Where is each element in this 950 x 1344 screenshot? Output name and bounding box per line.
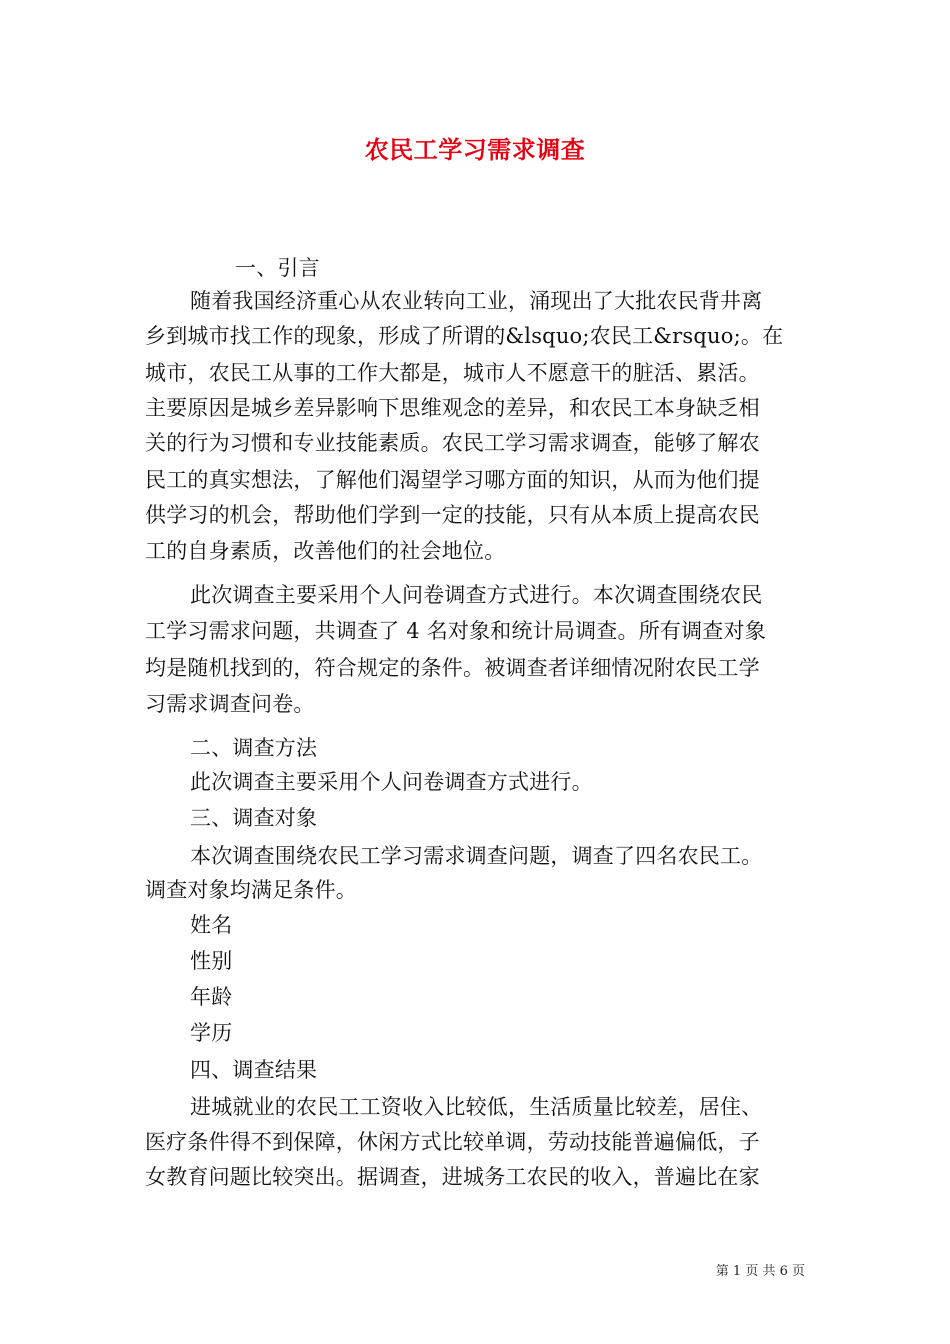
body-line: 此次调查主要采用个人问卷调查方式进行。本次调查围绕农民 bbox=[190, 583, 763, 607]
body-line: 医疗条件得不到保障，休闲方式比较单调，劳动技能普遍偏低，子 bbox=[145, 1130, 760, 1154]
body-line: 工学习需求问题，共调查了 4 名对象和统计局调查。所有调查对象 bbox=[145, 619, 766, 643]
body-line: 均是随机找到的，符合规定的条件。被调查者详细情况附农民工学 bbox=[145, 656, 760, 680]
section-heading-introduction: 一、引言 bbox=[235, 256, 320, 280]
body-line: 主要原因是城乡差异影响下思维观念的差异，和农民工本身缺乏相 bbox=[145, 396, 760, 420]
body-line: 关的行为习惯和专业技能素质。农民工学习需求调查，能够了解农 bbox=[145, 431, 760, 455]
list-item-name: 姓名 bbox=[190, 913, 233, 937]
body-line: 乡到城市找工作的现象，形成了所谓的&lsquo;农民工&rsquo;。在 bbox=[145, 324, 784, 348]
body-line: 习需求调查问卷。 bbox=[145, 692, 315, 716]
body-line: 此次调查主要采用个人问卷调查方式进行。 bbox=[190, 770, 593, 794]
document-title: 农民工学习需求调查 bbox=[364, 135, 586, 164]
body-line: 进城就业的农民工工资收入比较低，生活质量比较差，居住、 bbox=[190, 1095, 763, 1119]
body-line: 民工的真实想法，了解他们渴望学习哪方面的知识，从而为他们提 bbox=[145, 468, 760, 492]
list-item-age: 年龄 bbox=[190, 985, 233, 1009]
body-line: 本次调查围绕农民工学习需求调查问题，调查了四名农民工。 bbox=[190, 844, 763, 868]
body-line: 随着我国经济重心从农业转向工业，涌现出了大批农民背井离 bbox=[190, 289, 763, 313]
body-line: 城市，农民工从事的工作大都是，城市人不愿意干的脏活、累活。 bbox=[145, 361, 760, 385]
body-line: 供学习的机会，帮助他们学到一定的技能，只有从本质上提高农民 bbox=[145, 503, 760, 527]
list-item-gender: 性别 bbox=[190, 949, 233, 973]
section-heading-results: 四、调查结果 bbox=[190, 1058, 318, 1082]
page-number-footer: 第 1 页 共 6 页 bbox=[715, 1264, 805, 1279]
section-heading-subjects: 三、调查对象 bbox=[190, 806, 318, 830]
body-line: 女教育问题比较突出。据调查，进城务工农民的收入，普遍比在家 bbox=[145, 1165, 760, 1189]
section-heading-method: 二、调查方法 bbox=[190, 736, 318, 760]
body-line: 工的自身素质，改善他们的社会地位。 bbox=[145, 539, 506, 563]
list-item-education: 学历 bbox=[190, 1021, 233, 1045]
body-line: 调查对象均满足条件。 bbox=[145, 878, 357, 902]
